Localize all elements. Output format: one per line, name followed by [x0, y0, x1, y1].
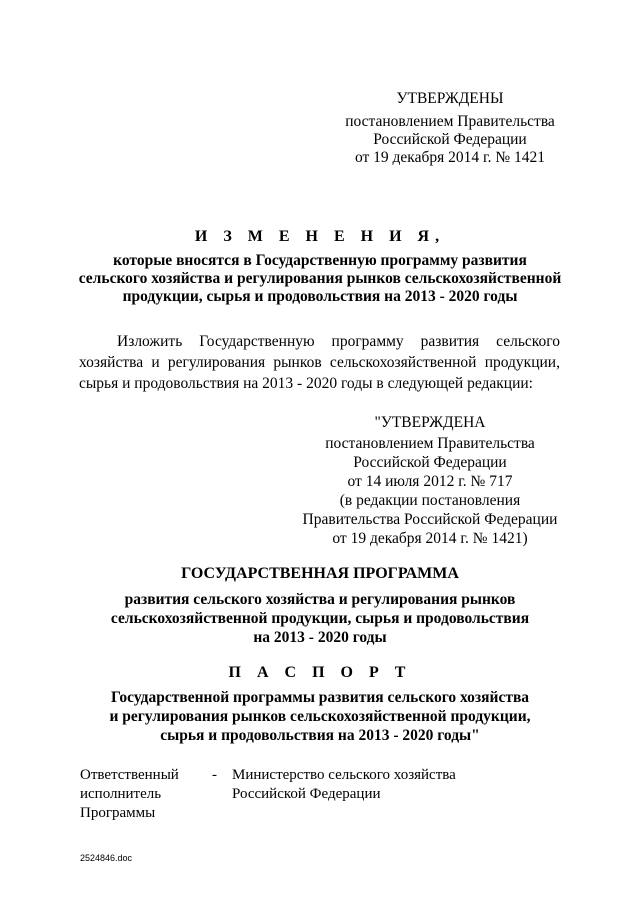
intro-line-1: [117, 333, 560, 351]
changes-subtitle-line-1: которые вносятся в Государственную программу развития: [113, 252, 527, 269]
value-line-1: Министерство сельского хозяйства: [232, 767, 456, 783]
program-title: ГОСУДАРСТВЕННАЯ ПРОГРАММА: [181, 565, 459, 582]
intro-word: хозяйства: [79, 354, 144, 371]
inner-approval-line-3: от 14 июля 2012 г. № 717: [347, 473, 513, 490]
inner-approval-title: "УТВЕРЖДЕНА: [374, 414, 486, 431]
changes-subtitle-line-2: сельского хозяйства и регулирования рынков сельскохозяйственной: [78, 270, 562, 287]
intro-word: продукции,: [484, 354, 560, 371]
approval-title: УТВЕРЖДЕНЫ: [396, 90, 504, 107]
intro-word: сельского: [496, 333, 560, 350]
approval-line-3: от 19 декабря 2014 г. № 1421: [354, 149, 546, 166]
footer-doc-code: 2524846.doc: [80, 853, 133, 863]
inner-approval-line-1: постановлением Правительства: [325, 435, 535, 452]
label-line-1: Ответственный: [80, 767, 179, 783]
intro-word: Государственную: [199, 333, 315, 350]
approval-line-1: постановлением Правительства: [345, 113, 555, 130]
label-line-2: исполнитель: [80, 786, 162, 802]
value-line-2: Российской Федерации: [232, 786, 381, 802]
inner-approval-line-5: Правительства Российской Федерации: [302, 511, 558, 528]
passport-subtitle-line-2: и регулирования рынков сельскохозяйственной продукции,: [109, 708, 531, 725]
inner-approval-line-2: Российской Федерации: [353, 454, 507, 471]
intro-word: рынков: [273, 354, 322, 371]
intro-line-2: [79, 354, 560, 372]
intro-word: развития: [420, 333, 480, 350]
row-dash: -: [212, 767, 217, 783]
passport-subtitle-line-3: сырья и продовольствия на 2013 - 2020 годы": [160, 727, 480, 744]
program-subtitle-line-1: развития сельского хозяйства и регулирования рынков: [124, 591, 516, 608]
intro-word: регулирования: [167, 354, 266, 371]
inner-approval-line-6: от 19 декабря 2014 г. № 1421): [332, 530, 528, 547]
passport-title: П А С П О Р Т: [228, 664, 412, 681]
intro-line-3: сырья и продовольствия на 2013 - 2020 годы в следующей редакции:: [79, 375, 533, 392]
program-subtitle-line-2: сельскохозяйственной продукции, сырья и продовольствия: [110, 610, 530, 627]
intro-word: Изложить: [117, 333, 183, 350]
inner-approval-line-4: (в редакции постановления: [339, 492, 521, 509]
intro-word: программу: [331, 333, 404, 350]
label-line-3: Программы: [80, 805, 156, 821]
passport-subtitle-line-1: Государственной программы развития сельского хозяйства: [110, 689, 530, 706]
program-subtitle-line-3: на 2013 - 2020 годы: [253, 629, 387, 646]
intro-word: и: [151, 354, 160, 371]
intro-word: сельскохозяйственной: [329, 354, 477, 371]
changes-title: И З М Е Н Е Н И Я,: [194, 228, 446, 245]
changes-subtitle-line-3: продукции, сырья и продовольствия на 2013 - 2020 годы: [122, 288, 518, 305]
approval-line-2: Российской Федерации: [373, 131, 527, 148]
